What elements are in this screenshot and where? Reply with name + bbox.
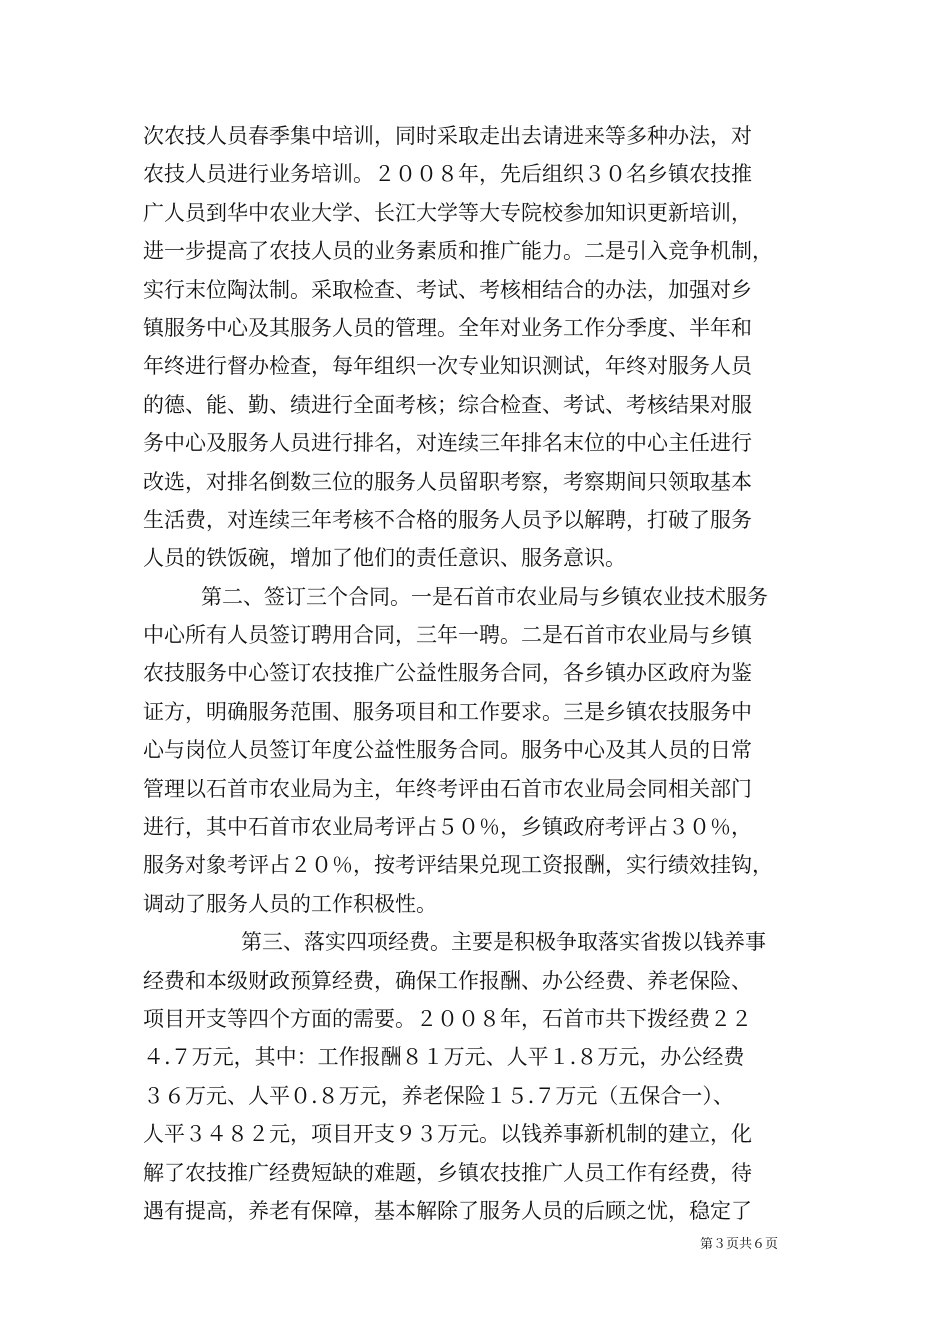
page-number: 第３页共６页 <box>700 1237 779 1252</box>
text-line: 农技人员进行业务培训。２００８年，先后组织３０名乡镇农技推 <box>143 162 752 187</box>
text-line: 经费和本级财政预算经费，确保工作报酬、办公经费、养老保险、 <box>143 968 752 993</box>
text-line: 解了农技推广经费短缺的难题，乡镇农技推广人员工作有经费，待 <box>143 1160 752 1185</box>
text-line: 中心所有人员签订聘用合同，三年一聘。二是石首市农业局与乡镇 <box>143 623 752 648</box>
text-line: 遇有提高，养老有保障，基本解除了服务人员的后顾之忧，稳定了 <box>143 1198 752 1223</box>
text-line: 项目开支等四个方面的需要。２００８年，石首市共下拨经费２２ <box>143 1006 752 1031</box>
text-line: 服务对象考评占２０％，按考评结果兑现工资报酬，实行绩效挂钩， <box>143 853 773 878</box>
body-text <box>143 117 833 1230</box>
text-line: 进一步提高了农技人员的业务素质和推广能力。二是引入竞争机制， <box>143 239 773 264</box>
text-line: 次农技人员春季集中培训，同时采取走出去请进来等多种办法，对 <box>143 124 752 148</box>
text-line: ３６万元、人平０.８万元，养老保险１５.７万元（五保合一）、 <box>143 1083 734 1108</box>
text-line: 进行，其中石首市农业局考评占５０％，乡镇政府考评占３０％， <box>143 815 752 840</box>
text-line: ４.７万元，其中：工作报酬８１万元、人平１.８万元，办公经费 <box>143 1045 745 1070</box>
paragraph-start-line: 第三、落实四项经费。主要是积极争取落实省拨以钱养事 <box>241 930 766 955</box>
text-line: 管理以石首市农业局为主，年终考评由石首市农业局会同相关部门 <box>143 776 752 801</box>
text-line: 镇服务中心及其服务人员的管理。全年对业务工作分季度、半年和 <box>143 315 752 340</box>
text-line: 年终进行督办检查，每年组织一次专业知识测试，年终对服务人员 <box>143 354 752 379</box>
text-line: 调动了服务人员的工作积极性。 <box>143 891 437 916</box>
paragraph-start-line: 第二、签订三个合同。一是石首市农业局与乡镇农业技术服务 <box>201 584 768 609</box>
text-line: 的德、能、勤、绩进行全面考核；综合检查、考试、考核结果对服 <box>143 392 752 417</box>
text-line: 证方，明确服务范围、服务项目和工作要求。三是乡镇农技服务中 <box>143 699 752 724</box>
text-line: 务中心及服务人员进行排名，对连续三年排名末位的中心主任进行 <box>143 431 752 456</box>
text-line: 人平３４８２元，项目开支９３万元。以钱养事新机制的建立，化 <box>143 1122 752 1147</box>
text-line: 农技服务中心签订农技推广公益性服务合同，各乡镇办区政府为鉴 <box>143 661 752 686</box>
text-line: 心与岗位人员签订年度公益性服务合同。服务中心及其人员的日常 <box>143 738 752 763</box>
text-line: 实行末位陶汰制。采取检查、考试、考核相结合的办法，加强对乡 <box>143 277 752 302</box>
text-line: 改选，对排名倒数三位的服务人员留职考察，考察期间只领取基本 <box>143 469 752 494</box>
text-line: 广人员到华中农业大学、长江大学等大专院校参加知识更新培训， <box>143 200 752 225</box>
text-line: 生活费，对连续三年考核不合格的服务人员予以解聘，打破了服务 <box>143 507 752 532</box>
text-line: 人员的铁饭碗，增加了他们的责任意识、服务意识。 <box>143 546 626 571</box>
